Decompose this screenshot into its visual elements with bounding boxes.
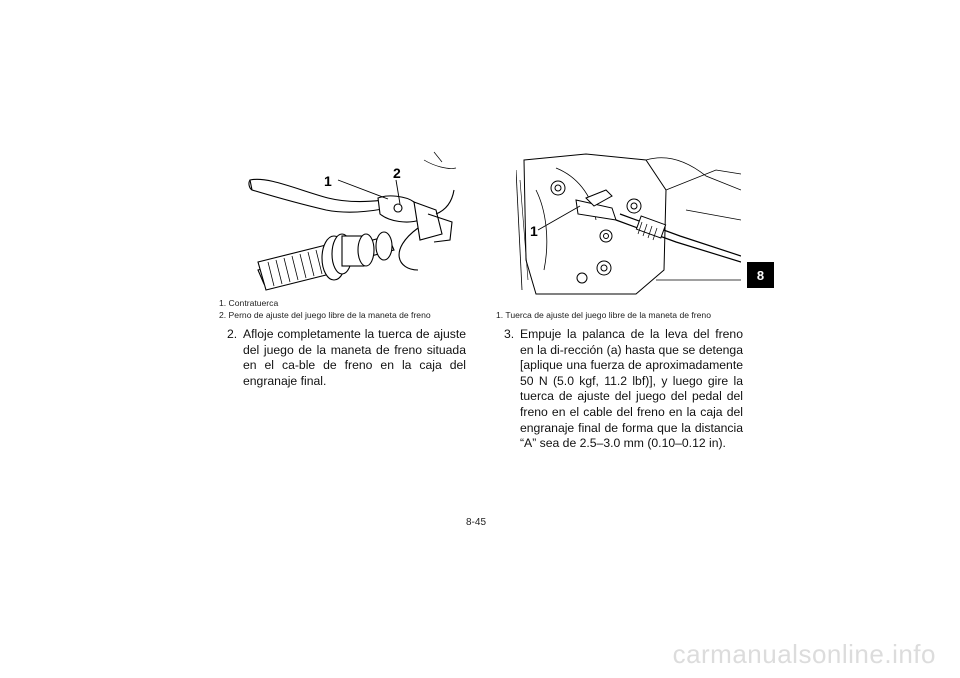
right-figure-caption bbox=[496, 310, 711, 322]
page-number: 8-45 bbox=[466, 517, 487, 528]
step-number: 2. bbox=[227, 327, 238, 341]
step-text: Empuje la palanca de la leva del freno en la di-rección (a) hasta que se detenga [aplique una fuerza de aproximadamente 50 N (5.0 kgf, 11.2 lbf)], y luego gire la tuerca de ajuste del juego del pedal del freno en el cable del freno en la caja del engranaje final de forma que la distancia “A” sea de 2.5–3.0 mm (0.10–0.12 in). bbox=[520, 327, 743, 451]
left-figure-caption bbox=[219, 298, 431, 321]
step-2 bbox=[227, 327, 466, 389]
caption-item: 2. Perno de ajuste del juego libre de la maneta de freno bbox=[219, 309, 431, 320]
callout-2: 2 bbox=[393, 165, 401, 181]
callout-1: 1 bbox=[324, 173, 332, 189]
step-text: Afloje completamente la tuerca de ajuste del juego de la maneta de freno situada en el ca-ble de freno en la caja del engranaje final. bbox=[243, 327, 466, 388]
caption-item: 1. Tuerca de ajuste del juego libre de la maneta de freno bbox=[496, 310, 711, 320]
callout-1: 1 bbox=[530, 223, 538, 239]
watermark: carmanualsonline.info bbox=[672, 639, 936, 669]
step-3 bbox=[504, 327, 743, 452]
chapter-tab: 8 bbox=[747, 262, 774, 288]
gear-case-illustration bbox=[516, 150, 741, 298]
brake-lever-illustration bbox=[238, 150, 458, 300]
caption-item: 1. Contratuerca bbox=[219, 298, 279, 308]
step-number: 3. bbox=[504, 327, 515, 341]
